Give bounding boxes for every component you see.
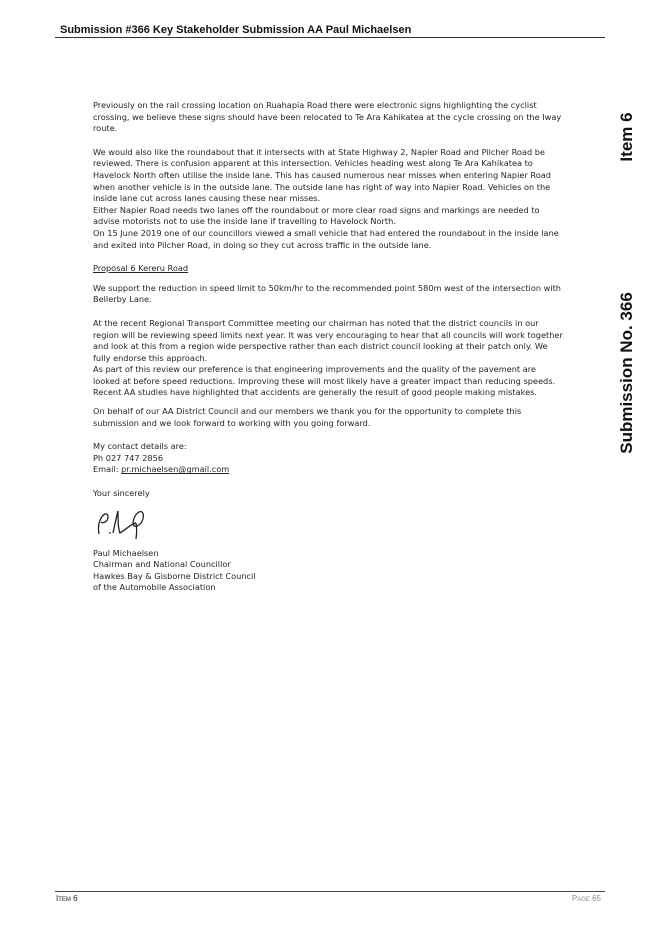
footer-item-label: Item 6 bbox=[56, 894, 78, 903]
signer-name: Paul Michaelsen bbox=[93, 547, 159, 558]
contact-intro: My contact details are: bbox=[93, 441, 187, 452]
email-link[interactable]: pr.michaelsen@gmail.com bbox=[121, 464, 230, 475]
closing: Your sincerely bbox=[93, 488, 150, 499]
contact-phone: Ph 027 747 2856 bbox=[93, 452, 164, 463]
side-submission-label: Submission No. 366 bbox=[617, 292, 636, 454]
side-item-label: Item 6 bbox=[617, 112, 636, 162]
footer-rule bbox=[55, 891, 605, 892]
paragraph-roundabout: We would also like the roundabout that it intersects with at State Highway 2, Napier Road and Pilcher Road be reviewed. There is confusion apparent at this intersection. Vehicles heading west along Te Ara Kahikatea to Havelock North often utilise the inside lane. This has caused numerous near misses when entering Napier Road when another vehicle is in the outside lane. The outside lane has right of way into Napier Road. Vehicles on the inside lane cut across lanes causing these near misses. bbox=[93, 146, 551, 204]
signature-image bbox=[93, 504, 157, 542]
signer-role: Chairman and National Councillor bbox=[93, 559, 231, 570]
paragraph-speed-limit: We support the reduction in speed limit to 50km/hr to the recommended point 580m west of the intersection with Bellerby Lane. bbox=[93, 282, 561, 305]
paragraph-engineering: As part of this review our preference is that engineering improvements and the quality of the pavement are looked at before speed reductions. Improving these will most likely have a greater impact than reducing speeds. Recent AA studies have highlighted that accidents are generally the result of good people making mistakes. bbox=[93, 364, 556, 398]
signer-council: Hawkes Bay & Gisborne District Council bbox=[93, 570, 256, 581]
letter-body bbox=[93, 100, 563, 594]
paragraph-napier-road: Either Napier Road needs two lanes off the roundabout or more clear road signs and markings are needed to advise motorists not to use the inside lane if travelling to Havelock North. bbox=[93, 204, 540, 227]
footer-page-number: Page 65 bbox=[571, 894, 601, 903]
paragraph-transport-committee: At the recent Regional Transport Committee meeting our chairman has noted that the district councils in our region will be reviewing speed limits next year. It was very encouraging to hear that all councils will work together and look at this from a region wide perspective rather than each district council looking at their patch only. We fully endorse this approach. bbox=[93, 317, 563, 363]
signer-org: of the Automobile Association bbox=[93, 582, 216, 593]
paragraph-rail-crossing: Previously on the rail crossing location on Ruahapia Road there were electronic signs highlighting the cyclist crossing, we believe these signs should have been relocated to Te Ara Kahikatea at the cycle crossing on the Iway route. bbox=[93, 100, 562, 134]
contact-email-line bbox=[93, 464, 563, 476]
proposal-heading: Proposal 6 Kereru Road bbox=[93, 263, 189, 274]
page-header-title: Submission #366 Key Stakeholder Submission AA Paul Michaelsen bbox=[60, 24, 412, 36]
paragraph-thanks: On behalf of our AA District Council and our members we thank you for the opportunity to complete this submission and we look forward to working with you going forward. bbox=[93, 406, 522, 428]
email-label: Email: bbox=[93, 464, 119, 475]
paragraph-june-incident: On 15 June 2019 one of our councillors viewed a small vehicle that had entered the roundabout in the inside lane and exited into Pilcher Road, in doing so they cut across traffic in the outside lane. bbox=[93, 227, 559, 250]
header-rule bbox=[55, 37, 605, 38]
